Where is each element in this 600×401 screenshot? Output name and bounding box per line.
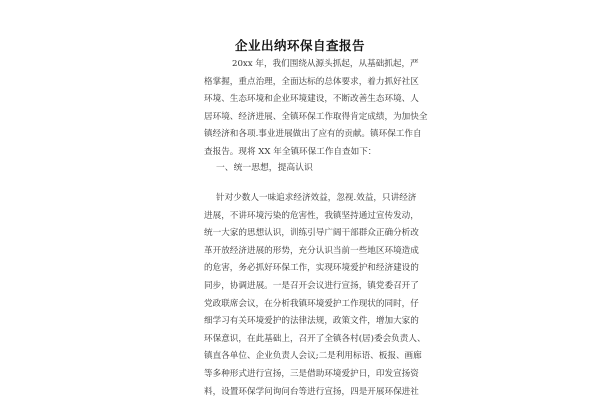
body-line: 料，设置环保学问询问台等进行宣扬，四是开展环保进社 [204, 386, 419, 397]
intro-line: 查报告。现将 XX 年全镇环保工作自查如下： [204, 146, 377, 157]
intro-paragraph [204, 56, 428, 162]
section-heading: 一、统一思想，提高认识 [216, 163, 313, 173]
body-line: 同步，协调进展。一是召开会议进行宣扬，镇党委召开了 [204, 280, 419, 291]
section-heading-block [204, 160, 396, 178]
body-line: 环保意识，在此基础上，召开了全镇各村(居)委会负责人、 [204, 333, 426, 344]
intro-line: 镇经济和各项.事业进展做出了应有的贡献。镇环保工作自 [204, 129, 422, 140]
intro-line: 20xx 年，我们围绕从源头抓起，从基础抓起，严 [232, 59, 419, 69]
body-line: 的危害，务必抓好环保工作，实现环境爱护和经济建设的 [204, 263, 419, 274]
body-line: 针对少数人一味追求经济效益，忽视.效益，只讲经济 [216, 193, 417, 203]
body-line: 革开放经济进展的形势，充分认识当前一些地区环境造成 [204, 245, 419, 256]
intro-line: 环境、生态环境和企业环境建设，不断改善生态环境、人 [204, 94, 419, 105]
document-title: 企业出纳环保自查报告 [234, 38, 365, 53]
intro-line: 格掌握，重点治理，全面达标的总体要求，着力抓好社区 [204, 76, 419, 87]
body-line: 统一大家的思想认识，训练引导广阔干部群众正确分析改 [204, 228, 419, 239]
body-line: 党政联席会议，在分析我镇环境爱护工作现状的同时，仔 [204, 298, 419, 309]
intro-line: 居环境、经济进展、全镇环保工作取得肯定成绩，为加快全 [204, 111, 428, 122]
body-line: 镇直各单位、企业负责人会议;二是利用标语、板报、画廊 [204, 351, 422, 362]
body-line: 进展，不讲环境污染的危害性，我镇坚持通过宣传发动， [204, 210, 419, 221]
body-line: 细学习有关环境爱护的法律法规，政策文件，增加大家的 [204, 316, 419, 327]
body-paragraph [204, 190, 426, 401]
body-line: 等多种形式进行宣扬，三是借助环境爱护日，印发宣扬资 [204, 368, 419, 379]
